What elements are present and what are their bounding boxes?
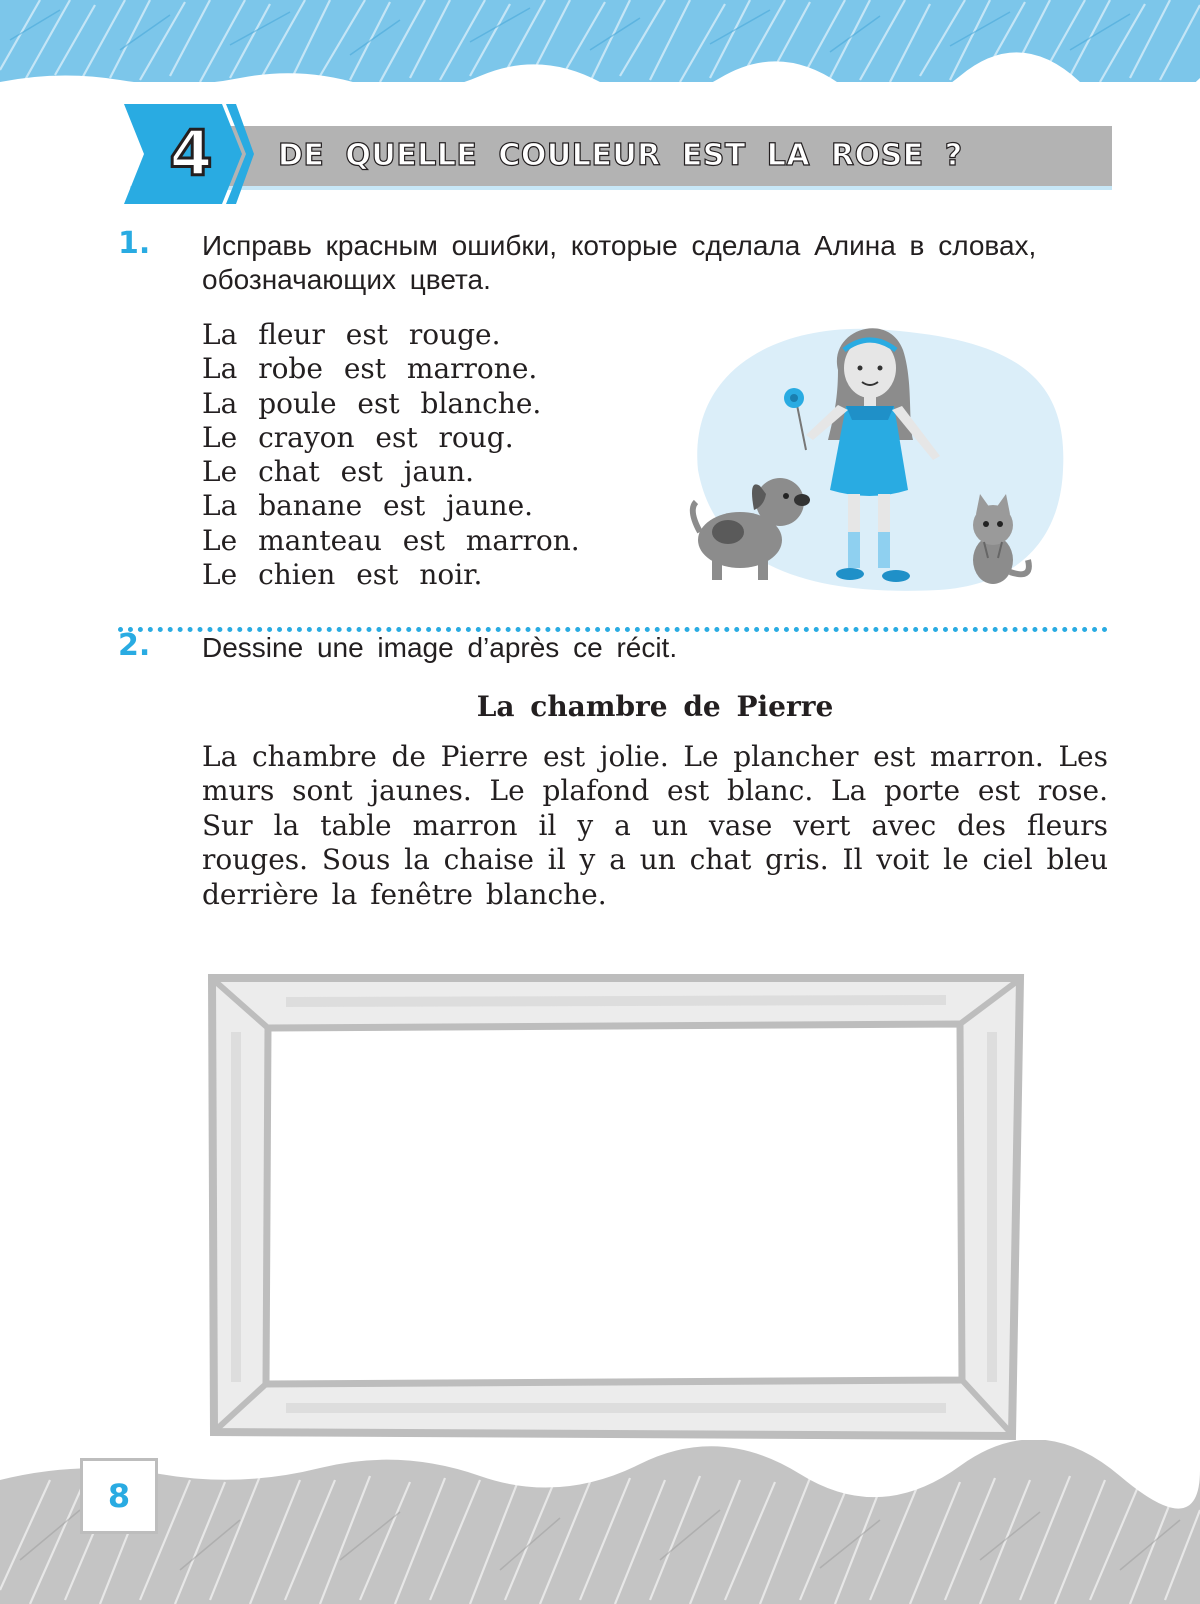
bottom-scribble-band: [0, 1440, 1200, 1604]
sentence: La banane est jaune.: [202, 489, 534, 523]
header-underline: [130, 186, 1112, 190]
sentence: Le chat est jaun.: [202, 455, 475, 489]
drawing-frame[interactable]: [206, 972, 1026, 1442]
page-number: 8: [107, 1477, 131, 1515]
sentence: La fleur est rouge.: [202, 318, 501, 351]
lesson-title: DE QUELLE COULEUR EST LA ROSE ?: [278, 138, 963, 173]
task-2-number: 2.: [118, 628, 151, 663]
girl-dog-cat-illustration: [688, 310, 1088, 610]
task-1-number: 1.: [118, 226, 151, 261]
sentence: Le chien est noir.: [202, 558, 483, 592]
sentence: La poule est blanche.: [202, 386, 542, 420]
top-scribble-band: [0, 0, 1200, 110]
sentence: Le crayon est roug.: [202, 420, 514, 454]
story-text: La chambre de Pierre est jolie. Le plancher est marron. Les murs sont jaunes. Le plafond est blanc. La porte est rose. Sur la table marron il y a un vase vert avec des fleurs rouges. Sous la chaise il y a un chat gris. Il voit le ciel bleu derrière la fenêtre blanche.: [202, 740, 1108, 911]
sentence-list: [202, 318, 580, 592]
sentence: Le manteau est marron.: [202, 523, 580, 557]
task-2-instruction: Dessine une image d’après ce récit.: [202, 632, 678, 663]
sentence: La robe est marrone.: [202, 352, 538, 386]
task-1-instruction: Исправь красным ошибки, которые сделала Алина в словах, обозначающих цвета.: [202, 230, 1037, 295]
story-title: La chambre de Pierre: [476, 690, 834, 723]
lesson-number: 4: [169, 117, 213, 190]
